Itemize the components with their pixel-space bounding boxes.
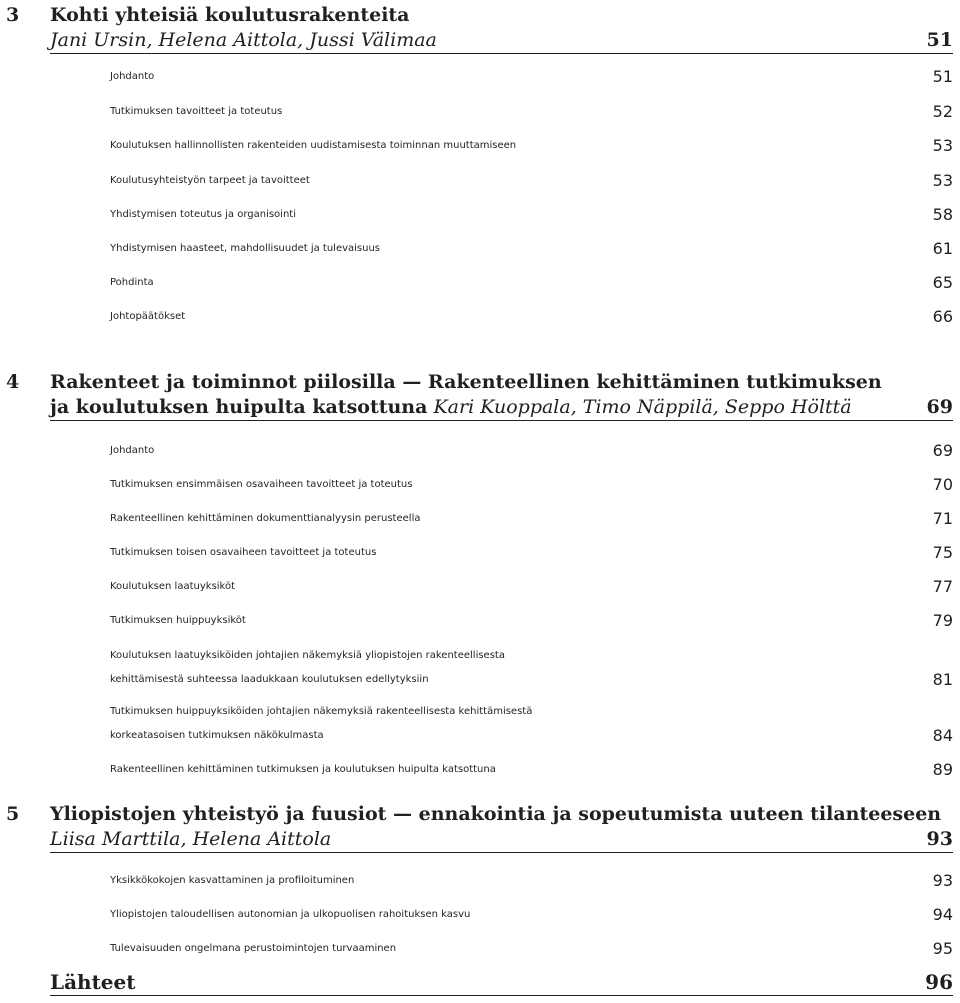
toc-entry-page: 84 — [932, 726, 953, 745]
toc-entry-page: 61 — [932, 239, 953, 258]
toc-entry-page: 51 — [932, 67, 953, 86]
toc-entry-page: 58 — [932, 205, 953, 224]
toc-entry-title: Koulutuksen laatuyksiköt — [110, 581, 236, 592]
toc-entry-title: Yksikkökokojen kasvattaminen ja profiloituminen — [110, 875, 355, 886]
chapter-5-authors: Liisa Marttila, Helena Aittola — [50, 828, 332, 850]
toc-entry-title: Yhdistymisen haasteet, mahdollisuudet ja tulevaisuus — [110, 243, 381, 254]
toc-entry[interactable] — [110, 869, 953, 893]
toc-entry[interactable] — [110, 203, 953, 227]
toc-entry-title: Pohdinta — [110, 277, 154, 288]
toc-entry[interactable] — [110, 541, 953, 565]
chapter-4-number: 4 — [6, 371, 20, 393]
toc-entry-title: Yhdistymisen toteutus ja organisointi — [110, 209, 296, 220]
toc-entry-title-line-2: kehittämisestä suhteessa laadukkaan koulutuksen edellytyksiin — [110, 674, 429, 685]
toc-entry-title: Tutkimuksen toisen osavaiheen tavoitteet ja toteutus — [110, 547, 377, 558]
bibliography-page: 96 — [925, 970, 953, 994]
chapter-4-title-line-2: ja koulutuksen huipulta katsottuna — [50, 396, 428, 418]
toc-entry[interactable] — [110, 305, 953, 329]
chapter-3-authors: Jani Ursin, Helena Aittola, Jussi Välimaa — [50, 29, 437, 51]
toc-entry-title: Tulevaisuuden ongelmana perustoimintojen turvaaminen — [110, 943, 397, 954]
chapter-3-heading[interactable] — [50, 3, 953, 54]
toc-entry-page: 95 — [932, 939, 953, 958]
toc-entry-title: Yliopistojen taloudellisen autonomian ja ulkopuolisen rahoituksen kasvu — [110, 909, 471, 920]
bibliography-heading[interactable] — [50, 969, 953, 996]
toc-entry-page: 75 — [932, 543, 953, 562]
toc-entry-page: 53 — [932, 171, 953, 190]
chapter-3-number: 3 — [6, 4, 20, 26]
toc-entry-title: Koulutusyhteistyön tarpeet ja tavoitteet — [110, 175, 310, 186]
chapter-4-author-line — [50, 395, 953, 420]
bibliography-title: Lähteet — [50, 970, 136, 994]
chapter-5-page: 93 — [926, 828, 953, 850]
toc-entry[interactable] — [110, 758, 953, 782]
toc-entry-title-line-1: Koulutuksen laatuyksiköiden johtajien näkemyksiä yliopistojen rakenteellisesta — [110, 650, 505, 661]
toc-entry[interactable] — [110, 507, 953, 531]
toc-entry[interactable] — [110, 237, 953, 261]
toc-entry[interactable] — [110, 903, 953, 927]
chapter-5-author-line — [50, 827, 953, 852]
toc-entry[interactable] — [110, 575, 953, 599]
toc-entry[interactable] — [110, 644, 953, 692]
toc-entry[interactable] — [110, 937, 953, 961]
toc-entry-page: 93 — [932, 871, 953, 890]
toc-entry-page: 77 — [932, 577, 953, 596]
chapter-3-page: 51 — [926, 29, 953, 51]
chapter-5-heading[interactable] — [50, 802, 953, 853]
toc-entry[interactable] — [110, 700, 953, 748]
toc-entry-page: 66 — [932, 307, 953, 326]
toc-entry[interactable] — [110, 439, 953, 463]
toc-entry-page: 52 — [932, 102, 953, 121]
toc-entry-title: Johtopäätökset — [110, 311, 186, 322]
toc-entry-title: Johdanto — [110, 445, 155, 456]
chapter-3-title: Kohti yhteisiä koulutusrakenteita — [50, 4, 410, 26]
toc-entry-title: Koulutuksen hallinnollisten rakenteiden uudistamisesta toiminnan muuttamiseen — [110, 140, 517, 151]
toc-entry-page: 81 — [932, 670, 953, 689]
chapter-4-page: 69 — [926, 396, 953, 418]
toc-entry-title-line-2: korkeatasoisen tutkimuksen näkökulmasta — [110, 730, 324, 741]
toc-entry-title: Rakenteellinen kehittäminen tutkimuksen ja koulutuksen huipulta katsottuna — [110, 764, 496, 775]
toc-entry-page: 94 — [932, 905, 953, 924]
toc-entry-title-line-1: Tutkimuksen huippuyksiköiden johtajien näkemyksiä rakenteellisesta kehittämisestä — [110, 706, 533, 717]
toc-entry-page: 89 — [932, 760, 953, 779]
chapter-5-title: Yliopistojen yhteistyö ja fuusiot — ennakointia ja sopeutumista uuteen tilanteeseen — [50, 803, 942, 825]
toc-entry-title: Tutkimuksen ensimmäisen osavaiheen tavoitteet ja toteutus — [110, 479, 413, 490]
chapter-4-authors: Kari Kuoppala, Timo Näppilä, Seppo Hölttä — [433, 396, 852, 418]
toc-entry[interactable] — [110, 473, 953, 497]
toc-entry[interactable] — [110, 134, 953, 158]
chapter-5-number: 5 — [6, 803, 20, 825]
toc-entry-title: Tutkimuksen tavoitteet ja toteutus — [110, 106, 283, 117]
toc-entry-title: Tutkimuksen huippuyksiköt — [110, 615, 246, 626]
chapter-3-author-line — [50, 28, 953, 53]
toc-entry[interactable] — [110, 609, 953, 633]
toc-entry-page: 71 — [932, 509, 953, 528]
chapter-4-heading[interactable] — [50, 370, 953, 421]
chapter-4-title-line-1: Rakenteet ja toiminnot piilosilla — Rakenteellinen kehittäminen tutkimuksen — [50, 371, 882, 393]
toc-entry-page: 65 — [932, 273, 953, 292]
toc-entry[interactable] — [110, 65, 953, 89]
toc-entry[interactable] — [110, 271, 953, 295]
toc-entry-page: 79 — [932, 611, 953, 630]
toc-entry-page: 53 — [932, 136, 953, 155]
toc-entry[interactable] — [110, 100, 953, 124]
toc-entry-page: 69 — [932, 441, 953, 460]
toc-entry-title: Rakenteellinen kehittäminen dokumenttianalyysin perusteella — [110, 513, 421, 524]
toc-entry[interactable] — [110, 169, 953, 193]
toc-entry-page: 70 — [932, 475, 953, 494]
toc-entry-title: Johdanto — [110, 71, 155, 82]
